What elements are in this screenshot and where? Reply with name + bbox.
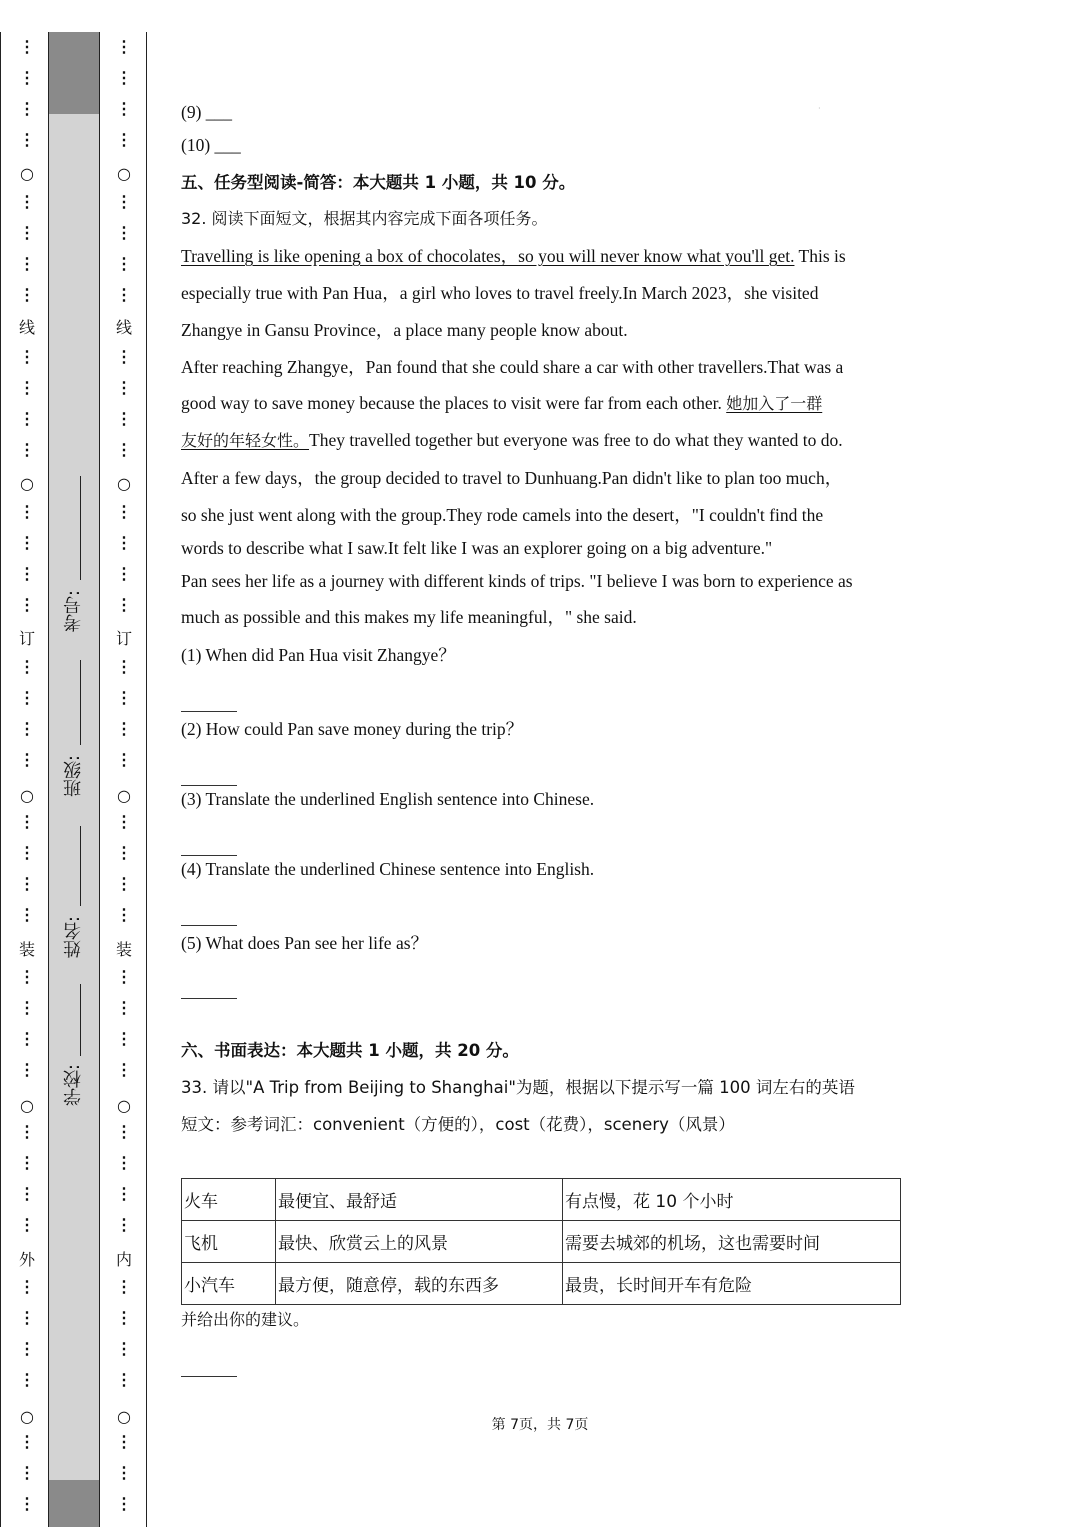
answer-line-3[interactable] <box>181 840 237 861</box>
seal-line-dots: ⋮ <box>19 1155 35 1172</box>
seal-line-dots: ⋮ <box>116 256 132 273</box>
passage-p2-line1: After reaching Zhangye，Pan found that she could share a car with other travellers.That was a <box>181 357 844 377</box>
exam-number-label: 考号: <box>63 590 84 633</box>
seal-line-dots: ⋮ <box>19 659 35 676</box>
seal-line-dots: ⋮ <box>116 287 132 304</box>
inner-mark-circle: ○ <box>117 1096 131 1115</box>
seal-line-dots: ⋮ <box>116 39 132 56</box>
seal-line-dots: ⋮ <box>19 845 35 862</box>
seal-line-dots: ⋮ <box>116 1341 132 1358</box>
page-footer: 第 7页，共 7页 <box>491 1417 589 1433</box>
seal-line-dots: ⋮ <box>19 1217 35 1234</box>
q33-suggestion: 并给出你的建议。 <box>181 1310 310 1329</box>
passage-p1-line1: Travelling is like opening a box of chocolates，so you will never know what you'll get. This is <box>181 246 846 266</box>
outer-mark-circle: ○ <box>20 786 34 805</box>
scan-artifact: · <box>818 104 821 113</box>
table-row <box>182 1221 901 1263</box>
q33-line2: 短文：参考词汇：convenient（方便的），cost（花费），scenery（风景） <box>181 1115 735 1134</box>
seal-line-dots: ⋮ <box>116 1155 132 1172</box>
seal-line-dots: ⋮ <box>19 70 35 87</box>
seal-line-dots: ⋮ <box>116 1031 132 1048</box>
inner-mark-nei: 内 <box>115 1250 132 1269</box>
question-1: (1) When did Pan Hua visit Zhangye？ <box>181 645 456 665</box>
seal-line-dots: ⋮ <box>116 597 132 614</box>
seal-line-dots: ⋮ <box>19 411 35 428</box>
seal-line-dots: ⋮ <box>19 39 35 56</box>
seal-line-dots: ⋮ <box>19 1496 35 1513</box>
seal-line-dots: ⋮ <box>116 1496 132 1513</box>
seal-line-dots: ⋮ <box>116 225 132 242</box>
seal-line-dots: ⋮ <box>116 535 132 552</box>
outer-mark-circle: ○ <box>20 474 34 493</box>
question-2: (2) How could Pan save money during the trip？ <box>181 719 524 739</box>
table-cell: 有点慢，花 10 个小时 <box>563 1179 901 1221</box>
seal-line-dots: ⋮ <box>19 690 35 707</box>
answer-line-6[interactable] <box>181 1361 237 1382</box>
seal-line-dots: ⋮ <box>116 1000 132 1017</box>
passage-p2-line3: 友好的年轻女性。They travelled together but everyone was free to do what they wanted to do. <box>181 430 843 450</box>
seal-line-dots: ⋮ <box>116 1465 132 1482</box>
seal-line-dots: ⋮ <box>19 721 35 738</box>
seal-line-dots: ⋮ <box>19 504 35 521</box>
seal-line-dots: ⋮ <box>19 1031 35 1048</box>
answer-line-1[interactable] <box>181 696 237 717</box>
outer-mark-zhuang: 装 <box>18 940 35 959</box>
seal-line-dots: ⋮ <box>19 969 35 986</box>
name-field <box>54 916 94 976</box>
seal-line-dots: ⋮ <box>19 1124 35 1141</box>
answer-line-5[interactable] <box>181 983 237 1004</box>
seal-line-dots: ⋮ <box>116 814 132 831</box>
name-line[interactable] <box>54 826 94 906</box>
seal-line-dots: ⋮ <box>116 1186 132 1203</box>
inner-mark-circle: ○ <box>117 786 131 805</box>
q33-line1: 33. 请以"A Trip from Beijing to Shanghai"为题，根据以下提示写一篇 100 词左右的英语 <box>181 1078 855 1097</box>
passage-p2-line2: good way to save money because the places to visit were far from each other. 她加入了一群 <box>181 393 823 413</box>
seal-line-dots: ⋮ <box>116 504 132 521</box>
seal-line-dots: ⋮ <box>19 535 35 552</box>
seal-line-dots: ⋮ <box>116 1062 132 1079</box>
table-cell: 火车 <box>182 1179 276 1221</box>
table-cell: 最快、欣赏云上的风景 <box>276 1221 563 1263</box>
seal-line-dots: ⋮ <box>116 132 132 149</box>
table-row <box>182 1179 901 1221</box>
inner-mark-ding: 订 <box>115 629 132 648</box>
seal-line-dots: ⋮ <box>19 101 35 118</box>
passage-p4-line2: much as possible and this makes my life meaningful，" she said. <box>181 607 637 627</box>
seal-line-dots: ⋮ <box>19 1465 35 1482</box>
seal-line-dots: ⋮ <box>19 1434 35 1451</box>
seal-line-dots: ⋮ <box>116 690 132 707</box>
outer-mark-ding: 订 <box>18 629 35 648</box>
seal-line-dots: ⋮ <box>116 907 132 924</box>
seal-line-dots: ⋮ <box>116 101 132 118</box>
seal-line-dots: ⋮ <box>116 1310 132 1327</box>
school-line[interactable] <box>54 984 94 1056</box>
seal-line-dots: ⋮ <box>116 349 132 366</box>
seal-line-dots: ⋮ <box>116 566 132 583</box>
seal-line-dots: ⋮ <box>116 194 132 211</box>
seal-line-dots: ⋮ <box>19 132 35 149</box>
seal-line-dots: ⋮ <box>19 597 35 614</box>
seal-line-dots: ⋮ <box>116 411 132 428</box>
margin-grey-band-bottom <box>48 1480 100 1527</box>
seal-line-dots: ⋮ <box>19 752 35 769</box>
answer-10: (10) ___ <box>181 135 241 155</box>
passage-p1-line3: Zhangye in Gansu Province，a place many people know about. <box>181 320 628 340</box>
passage-p4-line1: Pan sees her life as a journey with different kinds of trips. "I believe I was born to experience as <box>181 571 853 591</box>
seal-line-dots: ⋮ <box>116 969 132 986</box>
seal-line-dots: ⋮ <box>116 752 132 769</box>
seal-line-dots: ⋮ <box>19 876 35 893</box>
seal-line-dots: ⋮ <box>116 70 132 87</box>
inner-seal-line <box>114 40 134 1527</box>
seal-line-dots: ⋮ <box>116 380 132 397</box>
seal-line-dots: ⋮ <box>19 907 35 924</box>
seal-line-dots: ⋮ <box>19 287 35 304</box>
transport-table <box>181 1178 901 1305</box>
outer-mark-wai: 外 <box>18 1250 35 1269</box>
question-3: (3) Translate the underlined English sentence into Chinese. <box>181 789 595 809</box>
school-field <box>54 1064 94 1124</box>
table-cell: 最方便，随意停，载的东西多 <box>276 1263 563 1305</box>
seal-line-dots: ⋮ <box>19 1062 35 1079</box>
table-cell: 小汽车 <box>182 1263 276 1305</box>
seal-line-dots: ⋮ <box>116 659 132 676</box>
outer-mark-circle: ○ <box>20 164 34 183</box>
passage-p3-line3: words to describe what I saw.It felt like I was an explorer going on a big adventure." <box>181 538 773 558</box>
answer-9: (9) ___ <box>181 102 233 122</box>
table-cell: 飞机 <box>182 1221 276 1263</box>
seal-line-dots: ⋮ <box>19 1000 35 1017</box>
section5-title: 五、任务型阅读-简答：本大题共 1 小题，共 10 分。 <box>181 173 576 192</box>
passage-p3-line2: so she just went along with the group.They rode camels into the desert，"I couldn't find the <box>181 505 824 525</box>
seal-line-dots: ⋮ <box>19 1341 35 1358</box>
outer-mark-xian: 线 <box>18 318 35 337</box>
underlined-english-sentence: Travelling is like opening a box of chocolates，so you will never know what you'll get. <box>181 246 795 266</box>
outer-seal-line <box>17 40 37 1527</box>
seal-line-dots: ⋮ <box>19 1372 35 1389</box>
seal-line-dots: ⋮ <box>116 1279 132 1296</box>
seal-line-dots: ⋮ <box>19 814 35 831</box>
seal-line-dots: ⋮ <box>19 442 35 459</box>
binding-margin <box>0 0 150 1527</box>
seal-line-dots: ⋮ <box>116 1372 132 1389</box>
section6-title: 六、书面表达：本大题共 1 小题，共 20 分。 <box>181 1041 519 1060</box>
question-4: (4) Translate the underlined Chinese sentence into English. <box>181 859 595 879</box>
q32-prompt: 32. 阅读下面短文，根据其内容完成下面各项任务。 <box>181 209 548 228</box>
seal-line-dots: ⋮ <box>19 1279 35 1296</box>
seal-line-dots: ⋮ <box>116 1124 132 1141</box>
name-label: 姓名: <box>63 916 84 959</box>
seal-line-dots: ⋮ <box>116 1217 132 1234</box>
seal-line-dots: ⋮ <box>19 1310 35 1327</box>
answer-line-4[interactable] <box>181 910 237 931</box>
table-cell: 最贵，长时间开车有危险 <box>563 1263 901 1305</box>
underlined-chinese-sentence-part2: 友好的年轻女性。 <box>181 431 310 450</box>
seal-line-dots: ⋮ <box>19 349 35 366</box>
inner-mark-circle: ○ <box>117 474 131 493</box>
question-5: (5) What does Pan see her life as？ <box>181 933 429 953</box>
inner-mark-xian: 线 <box>115 318 132 337</box>
seal-line-dots: ⋮ <box>116 845 132 862</box>
margin-border-right <box>146 32 147 1527</box>
table-row <box>182 1263 901 1305</box>
seal-line-dots: ⋮ <box>116 721 132 738</box>
seal-line-dots: ⋮ <box>19 256 35 273</box>
seal-line-dots: ⋮ <box>19 380 35 397</box>
school-label: 学校: <box>63 1064 84 1107</box>
seal-line-dots: ⋮ <box>116 1434 132 1451</box>
seal-line-dots: ⋮ <box>19 194 35 211</box>
passage-p1-line2: especially true with Pan Hua，a girl who loves to travel freely.In March 2023，she visited <box>181 283 819 303</box>
inner-mark-circle: ○ <box>117 1407 131 1426</box>
class-line[interactable] <box>54 660 94 745</box>
exam-number-line[interactable] <box>54 476 94 580</box>
inner-mark-zhuang: 装 <box>115 940 132 959</box>
seal-line-dots: ⋮ <box>116 442 132 459</box>
seal-line-dots: ⋮ <box>19 1186 35 1203</box>
exam-number-field <box>54 590 94 650</box>
margin-border-left <box>0 32 1 1527</box>
outer-mark-circle: ○ <box>20 1096 34 1115</box>
margin-grey-band-top <box>48 32 100 114</box>
inner-mark-circle: ○ <box>117 164 131 183</box>
seal-line-dots: ⋮ <box>19 225 35 242</box>
passage-p3-line1: After a few days，the group decided to travel to Dunhuang.Pan didn't like to plan too much， <box>181 468 843 488</box>
underlined-chinese-sentence-part1: 她加入了一群 <box>726 394 823 413</box>
class-field <box>54 755 94 815</box>
answer-line-2[interactable] <box>181 770 237 791</box>
seal-line-dots: ⋮ <box>116 876 132 893</box>
table-cell: 最便宜、最舒适 <box>276 1179 563 1221</box>
table-cell: 需要去城郊的机场，这也需要时间 <box>563 1221 901 1263</box>
outer-mark-circle: ○ <box>20 1407 34 1426</box>
class-label: 班级: <box>63 755 84 798</box>
seal-line-dots: ⋮ <box>19 566 35 583</box>
